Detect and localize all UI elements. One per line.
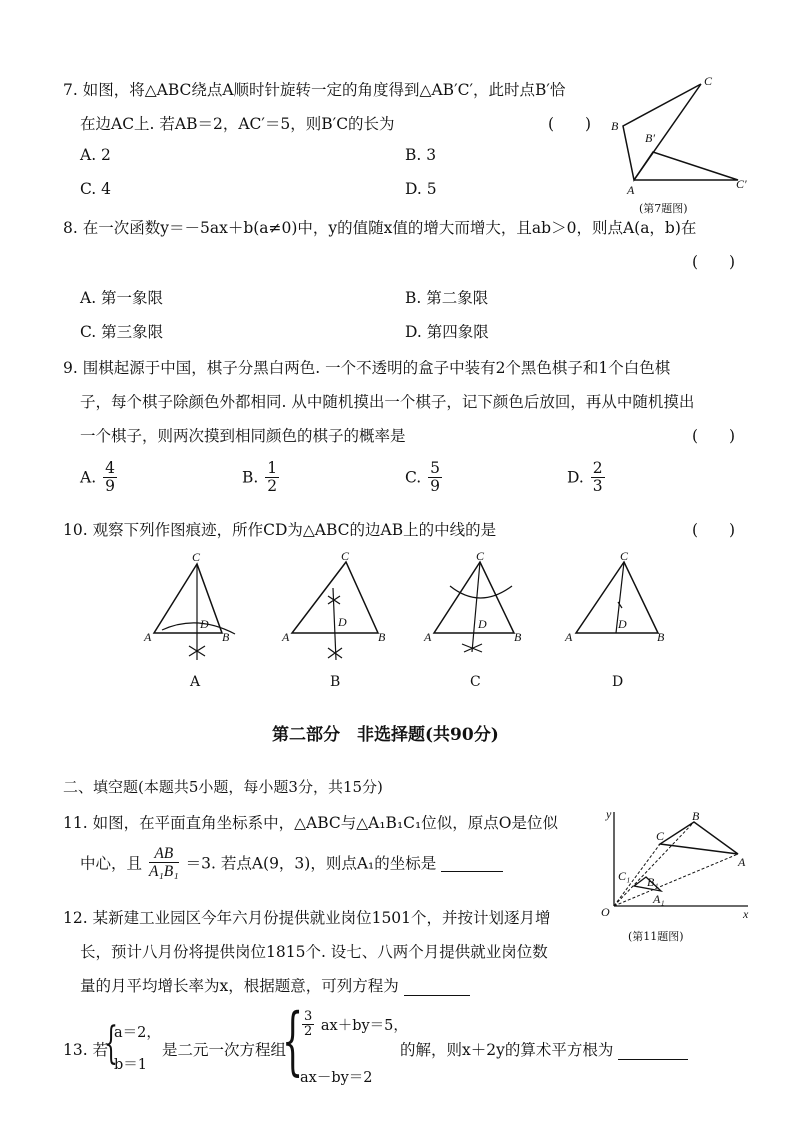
arc-mark	[450, 586, 512, 598]
q7-figure	[605, 72, 765, 220]
triangle-abc	[623, 84, 701, 180]
denominator: 2	[304, 1024, 313, 1039]
choice-label: B	[330, 674, 341, 690]
label-c: C	[192, 550, 201, 564]
q7-option-a[interactable]: A. 2	[80, 146, 111, 164]
label-y: y	[606, 807, 612, 821]
q9-answer-paren[interactable]: ( )	[692, 427, 736, 445]
label-d: D	[338, 615, 347, 629]
label-a: A	[424, 630, 432, 644]
q10-answer-paren[interactable]: ( )	[692, 521, 736, 539]
q7-line1: 7. 如图，将△ABC绕点A顺时针旋转一定的角度得到△AB′C′，此时点B′恰	[63, 81, 566, 99]
numerator: AB	[149, 845, 179, 863]
q7-option-d[interactable]: D. 5	[405, 180, 437, 198]
q8-answer-paren[interactable]: ( )	[692, 253, 736, 271]
q12-answer-blank[interactable]	[404, 977, 470, 996]
q13-post-text: 的解，则x＋2y的算术平方根为	[400, 1041, 614, 1059]
label-b: B	[222, 630, 230, 644]
q10-figure-a[interactable]	[140, 548, 250, 693]
label-d: D	[618, 617, 627, 631]
q13-eq1	[300, 1010, 408, 1039]
label-c: C	[620, 549, 629, 563]
q12-line2: 长，预计八月份将提供岗位1815个. 设七、八两个月提供就业岗位数	[80, 943, 548, 961]
q9-line2: 子，每个棋子除颜色外都相同. 从中随机摸出一个棋子，记下颜色后放回，再从中随机摸出	[80, 393, 695, 411]
q8-line1: 8. 在一次函数y＝－5ax＋b(a≠0)中，y的值随x值的增大而增大，且ab＞0，则点A(a，b)在	[63, 219, 697, 237]
q9-option-a[interactable]	[80, 460, 119, 495]
option-letter: C.	[405, 468, 422, 487]
numerator: 2	[592, 459, 603, 477]
q11-line2-post: ＝3. 若点A(9，3)，则点A₁的坐标是	[185, 854, 437, 873]
q9-line1: 9. 围棋起源于中国，棋子分黑白两色. 一个不透明的盒子中装有2个黑色棋子和1个白色棋	[63, 359, 671, 377]
q13-answer-blank[interactable]	[618, 1041, 688, 1060]
choice-label: A	[190, 674, 201, 690]
q13-sol-b: b＝1	[114, 1057, 148, 1073]
q7-line2: 在边AC上. 若AB＝2，AC′＝5，则B′C的长为	[80, 115, 395, 133]
numerator: 4	[105, 459, 115, 477]
q13-system-brace: {	[282, 998, 304, 1084]
label-b: B	[378, 630, 386, 644]
section2-title: 二、填空题(本题共5小题，每小题3分，共15分)	[63, 778, 383, 796]
label-a: A	[738, 855, 746, 869]
q8-option-c[interactable]: C. 第三象限	[80, 323, 164, 341]
q12-line3	[80, 974, 470, 996]
q8-option-a[interactable]: A. 第一象限	[80, 289, 164, 307]
q10-figure-d[interactable]	[562, 548, 672, 693]
label-a: A	[565, 630, 573, 644]
label-b: B	[514, 630, 522, 644]
label-c-prime: C′	[736, 177, 747, 191]
numerator: 3	[304, 1009, 313, 1024]
q11-line2	[80, 845, 503, 880]
ray-oa	[614, 854, 738, 906]
choice-label: C	[470, 674, 481, 690]
label-a: A	[144, 630, 152, 644]
q10-figure-c[interactable]	[420, 548, 530, 693]
label-b: B	[692, 809, 700, 823]
label-a: A	[282, 630, 290, 644]
q13-eq1-rest: ax＋by＝5，	[320, 1018, 408, 1034]
q11-ratio-fraction	[149, 845, 179, 880]
q8-option-d[interactable]: D. 第四象限	[405, 323, 489, 341]
label-b: B	[611, 119, 619, 133]
q9-option-b[interactable]	[242, 460, 281, 495]
q7-option-c[interactable]: C. 4	[80, 180, 112, 198]
fraction	[103, 460, 117, 495]
fig7-caption: (第7题图)	[639, 202, 688, 215]
q11-answer-blank[interactable]	[441, 853, 503, 872]
label-c: C	[341, 549, 350, 563]
denominator: 9	[430, 477, 441, 495]
q8-option-b[interactable]: B. 第二象限	[405, 289, 489, 307]
q13-solution-brace: {	[104, 1018, 118, 1069]
q10-line1: 10. 观察下列作图痕迹，所作CD为△ABC的边AB上的中线的是	[63, 521, 497, 539]
label-b1: B₁	[647, 875, 659, 889]
q11-line1: 11. 如图，在平面直角坐标系中，△ABC与△A₁B₁C₁位似，原点O是位似	[63, 814, 558, 832]
denominator: 2	[267, 477, 278, 495]
q12-line3-text: 量的月平均增长率为x，根据题意，可列方程为	[80, 977, 399, 995]
choice-label: D	[612, 674, 624, 690]
q12-line1: 12. 某新建工业园区今年六月份提供就业岗位1501个，并按计划逐月增	[63, 909, 551, 927]
label-b: B	[657, 630, 665, 644]
q7-option-b[interactable]: B. 3	[405, 146, 437, 164]
fraction	[591, 460, 605, 495]
q11-figure	[598, 806, 758, 944]
label-c: C	[656, 829, 665, 843]
label-b-prime: B′	[645, 131, 655, 145]
label-d: D	[200, 617, 209, 631]
q10-figure-b[interactable]	[280, 548, 390, 693]
q13-eq2: ax－by＝2	[300, 1070, 373, 1086]
label-c: C	[476, 549, 485, 563]
numerator: 1	[267, 459, 278, 477]
q13-mid: 是二元一次方程组	[162, 1041, 287, 1059]
triangle-abc	[660, 822, 738, 854]
q9-option-c[interactable]	[405, 460, 444, 495]
q13-pre: 13. 若	[63, 1041, 109, 1059]
q7-answer-paren[interactable]: ( )	[548, 115, 592, 133]
fig11-caption: (第11题图)	[628, 930, 684, 943]
label-x: x	[743, 907, 749, 921]
q11-line2-pre: 中心，且	[80, 854, 143, 873]
option-letter: D.	[567, 468, 584, 487]
q13-post	[400, 1038, 688, 1060]
label-c: C	[704, 74, 713, 88]
q13-sol-a: a＝2，	[114, 1025, 161, 1041]
label-a1: A₁	[653, 892, 665, 906]
label-o: O	[601, 905, 610, 919]
denominator: 3	[592, 477, 603, 495]
fraction	[265, 460, 279, 495]
fraction	[428, 460, 442, 495]
denominator: A₁B₁	[148, 863, 179, 880]
q9-option-d[interactable]	[567, 460, 607, 495]
part2-title: 第二部分 非选择题(共90分)	[272, 725, 499, 745]
label-c1: C₁	[618, 869, 631, 883]
cd-line	[472, 562, 480, 652]
label-d: D	[478, 617, 487, 631]
q9-line3: 一个棋子，则两次摸到相同颜色的棋子的概率是	[80, 427, 406, 445]
q13-eq1-fraction	[302, 1010, 314, 1039]
option-letter: A.	[80, 468, 97, 487]
triangle-ab1c1	[634, 152, 738, 180]
denominator: 9	[105, 477, 115, 495]
numerator: 5	[430, 459, 441, 477]
option-letter: B.	[242, 468, 259, 487]
label-a: A	[627, 183, 635, 197]
